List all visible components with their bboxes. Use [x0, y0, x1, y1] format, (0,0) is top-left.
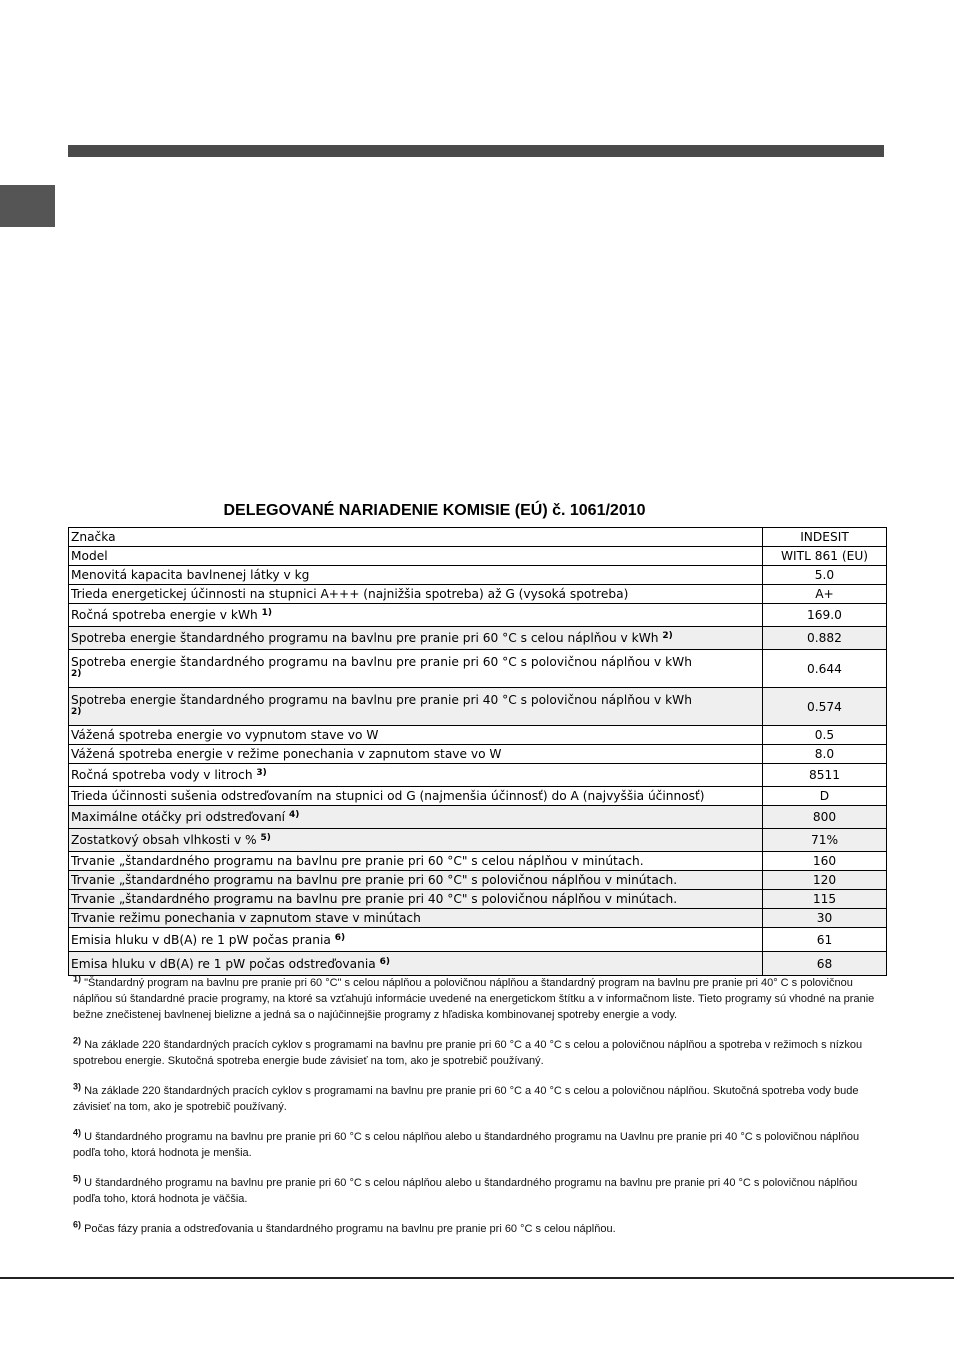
- row-value: 0.882: [763, 627, 887, 650]
- table-row: [69, 787, 887, 806]
- row-value: 68: [763, 952, 887, 976]
- top-divider-bar: [68, 145, 884, 157]
- row-value: D: [763, 787, 887, 806]
- footnote-ref: 5): [73, 1173, 82, 1184]
- row-value: 61: [763, 928, 887, 952]
- row-value: 115: [763, 890, 887, 909]
- bottom-divider-line: [0, 1277, 954, 1279]
- row-label: Značka: [69, 528, 763, 547]
- footnote-6: [73, 1221, 883, 1237]
- footnote-ref: 1): [73, 973, 82, 984]
- row-label: Ročná spotreba vody v litroch $^{3)}$: [69, 764, 763, 787]
- row-label: Maximálne otáčky pri odstreďovaní $^{4)}$: [69, 806, 763, 829]
- footnote-ref: 3): [73, 1081, 82, 1092]
- table-row: [69, 871, 887, 890]
- row-label: Spotreba energie štandardného programu na bavlnu pre pranie pri 40 °C s polovičnou náplňou v kWh $^{2)}$: [69, 688, 763, 726]
- table-row: [69, 528, 887, 547]
- table-row: [69, 764, 887, 787]
- row-label: Spotreba energie štandardného programu na bavlnu pre pranie pri 60 °C s celou náplňou v kWh $^{2)}$: [69, 627, 763, 650]
- row-value: A+: [763, 585, 887, 604]
- row-label: Trvanie režimu ponechania v zapnutom stave v minútach: [69, 909, 763, 928]
- language-tab-marker: [0, 185, 55, 227]
- table-row: [69, 585, 887, 604]
- row-label: Ročná spotreba energie v kWh $^{1)}$: [69, 604, 763, 627]
- row-value: 800: [763, 806, 887, 829]
- row-value: 0.5: [763, 726, 887, 745]
- row-label: Trvanie „štandardného programu na bavlnu pre pranie pri 60 °C" s celou náplňou v minútach.: [69, 852, 763, 871]
- table-row: [69, 829, 887, 852]
- row-value: 0.644: [763, 650, 887, 688]
- table-row: [69, 650, 887, 688]
- table-row: [69, 688, 887, 726]
- row-value: INDESIT: [763, 528, 887, 547]
- footnote-text: "Štandardný program na bavlnu pre pranie pri 60 °C" s celou náplňou a polovičnou náplňou a štandardný program na bavlnu pre pranie pri 40° C s polovičnou náplňou sú štandardné pracie programy, na ktoré sa vzťahujú informácie uvedené na energetickom štítku a v informačnom liste. Tieto programy sú vhodné na pranie bežne znečistenej bavlnenej bielizne a jedná sa o najúčinnejšie programy z hľadiska kombinovanej spotreby energie a vody.: [73, 977, 875, 1021]
- table-row: [69, 604, 887, 627]
- table-row: [69, 928, 887, 952]
- table-row: [69, 852, 887, 871]
- footnote-2: [73, 1037, 883, 1069]
- footnote-text: Na základe 220 štandardných pracích cyklov s programami na bavlnu pre pranie pri 60 °C a 40 °C s celou a polovičnou náplňou. Skutočná spotreba vody bude závisieť na tom, ako je spotrebič používaný.: [73, 1085, 859, 1113]
- footnote-ref: 2): [73, 1035, 82, 1046]
- row-label: Model: [69, 547, 763, 566]
- footnote-4: [73, 1129, 883, 1161]
- row-value: 71%: [763, 829, 887, 852]
- table-row: [69, 547, 887, 566]
- row-label: Trieda účinnosti sušenia odstreďovaním na stupnici od G (najmenšia účinnosť) do A (najvyššia účinnosť): [69, 787, 763, 806]
- table-row: [69, 909, 887, 928]
- footnote-text: Počas fázy prania a odstreďovania u štandardného programu na bavlnu pre pranie pri 60 °C s celou náplňou.: [81, 1223, 616, 1235]
- footnote-text: U štandardného programu na bavlnu pre pranie pri 60 °C s celou náplňou alebo u štandardného programu na Uavlnu pre pranie pri 40 °C s polovičnou náplňou podľa toho, ktorá hodnota je menšia.: [73, 1131, 860, 1159]
- row-label: Zostatkový obsah vlhkosti v % $^{5)}$: [69, 829, 763, 852]
- row-value: 120: [763, 871, 887, 890]
- footnote-ref: 4): [73, 1127, 82, 1138]
- row-label: Trvanie „štandardného programu na bavlnu pre pranie pri 60 °C" s polovičnou náplňou v minútach.: [69, 871, 763, 890]
- footnote-text: Na základe 220 štandardných pracích cyklov s programami na bavlnu pre pranie pri 60 °C a 40 °C s celou a polovičnou náplňou a spotreba v režimoch s nízkou spotrebou energie. Skutočná spotreba energie bude závisieť na tom, ako je spotrebič používaný.: [73, 1039, 863, 1067]
- regulation-title: DELEGOVANÉ NARIADENIE KOMISIE (EÚ) č. 1061/2010: [223, 502, 646, 519]
- table-row: [69, 627, 887, 650]
- table-row: [69, 726, 887, 745]
- table-row: [69, 566, 887, 585]
- row-label: Trvanie „štandardného programu na bavlnu pre pranie pri 40 °C" s polovičnou náplňou v minútach.: [69, 890, 763, 909]
- table-row: [69, 745, 887, 764]
- footnotes: [73, 975, 883, 1251]
- row-label: Emisa hluku v dB(A) re 1 pW počas odstreďovania $^{6)}$: [69, 952, 763, 976]
- row-label: Vážená spotreba energie v režime ponechania v zapnutom stave vo W: [69, 745, 763, 764]
- footnote-text: U štandardného programu na bavlnu pre pranie pri 60 °C s celou náplňou alebo u štandardného programu na bavlnu pre pranie pri 40 °C s polovičnou náplňou podľa toho, ktorá hodnota je väčšia.: [73, 1177, 858, 1205]
- table-row: [69, 806, 887, 829]
- row-value: 8.0: [763, 745, 887, 764]
- table-row: [69, 890, 887, 909]
- footnote-5: [73, 1175, 883, 1207]
- row-value: 0.574: [763, 688, 887, 726]
- row-value: 5.0: [763, 566, 887, 585]
- row-value: 8511: [763, 764, 887, 787]
- row-label: Trieda energetickej účinnosti na stupnici A+++ (najnižšia spotreba) až G (vysoká spotreba): [69, 585, 763, 604]
- product-fiche-body: [69, 528, 887, 976]
- row-label: Vážená spotreba energie vo vypnutom stave vo W: [69, 726, 763, 745]
- row-value: 169.0: [763, 604, 887, 627]
- footnote-3: [73, 1083, 883, 1115]
- footnote-1: [73, 975, 883, 1023]
- row-value: 30: [763, 909, 887, 928]
- row-label: Menovitá kapacita bavlnenej látky v kg: [69, 566, 763, 585]
- product-fiche-table: [68, 527, 887, 976]
- row-value: 160: [763, 852, 887, 871]
- table-row: [69, 952, 887, 976]
- row-label: Spotreba energie štandardného programu na bavlnu pre pranie pri 60 °C s polovičnou náplňou v kWh $^{2)}$: [69, 650, 763, 688]
- footnote-ref: 6): [73, 1219, 82, 1230]
- row-label: Emisia hluku v dB(A) re 1 pW počas prania $^{6)}$: [69, 928, 763, 952]
- row-value: WITL 861 (EU): [763, 547, 887, 566]
